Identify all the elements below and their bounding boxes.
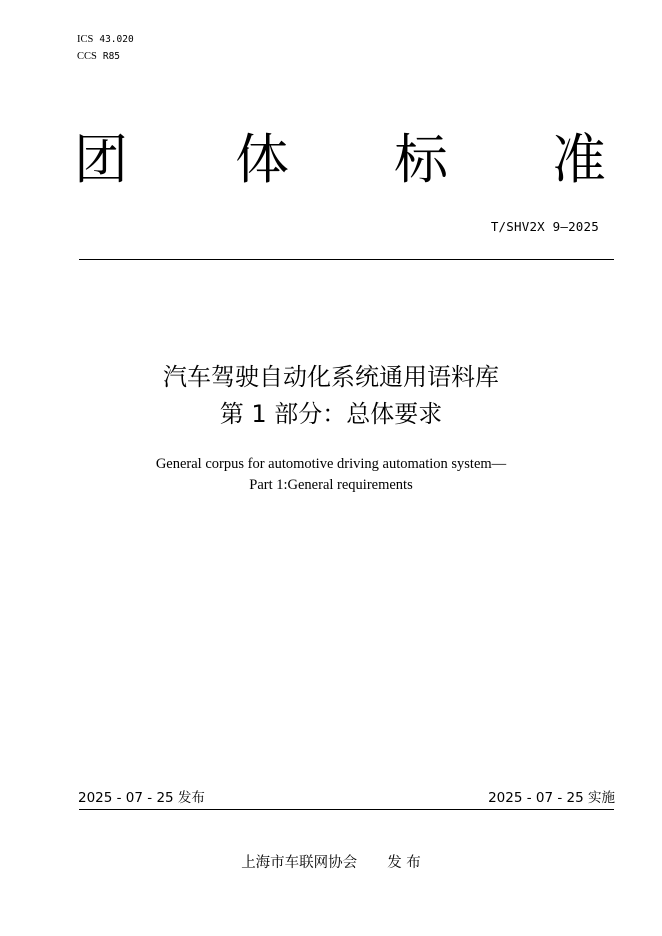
implement-date: 2025 - 07 - 25 实施 (488, 790, 615, 806)
header-char-3: 标 (394, 128, 448, 191)
title-cn-line1: 汽车驾驶自动化系统通用语料库 (163, 363, 499, 391)
title-en-line1: General corpus for automotive driving automation system— (155, 456, 507, 472)
publisher-line (0, 853, 662, 873)
header-char-1: 团 (74, 128, 128, 191)
title-cn-line2: 第 1 部分：总体要求 (219, 400, 443, 428)
title-en-line2: Part 1:General requirements (249, 477, 413, 493)
header-char-4: 准 (552, 128, 606, 191)
ccs-label: CCS (77, 51, 97, 62)
header-char-2: 体 (235, 128, 289, 191)
publisher-name: 上海市车联网协会 (241, 855, 358, 871)
ics-label: ICS (77, 34, 94, 45)
ccs-line (77, 50, 120, 63)
issue-date: 2025 - 07 - 25 发布 (78, 790, 205, 806)
publisher-action: 发 布 (387, 855, 421, 871)
ics-value: 43.020 (99, 34, 134, 45)
standard-number: T/SHV2X 9—2025 (490, 219, 599, 234)
ccs-value: R85 (102, 51, 121, 62)
ics-line (77, 33, 134, 46)
top-divider (79, 259, 614, 260)
bottom-divider (79, 809, 614, 810)
